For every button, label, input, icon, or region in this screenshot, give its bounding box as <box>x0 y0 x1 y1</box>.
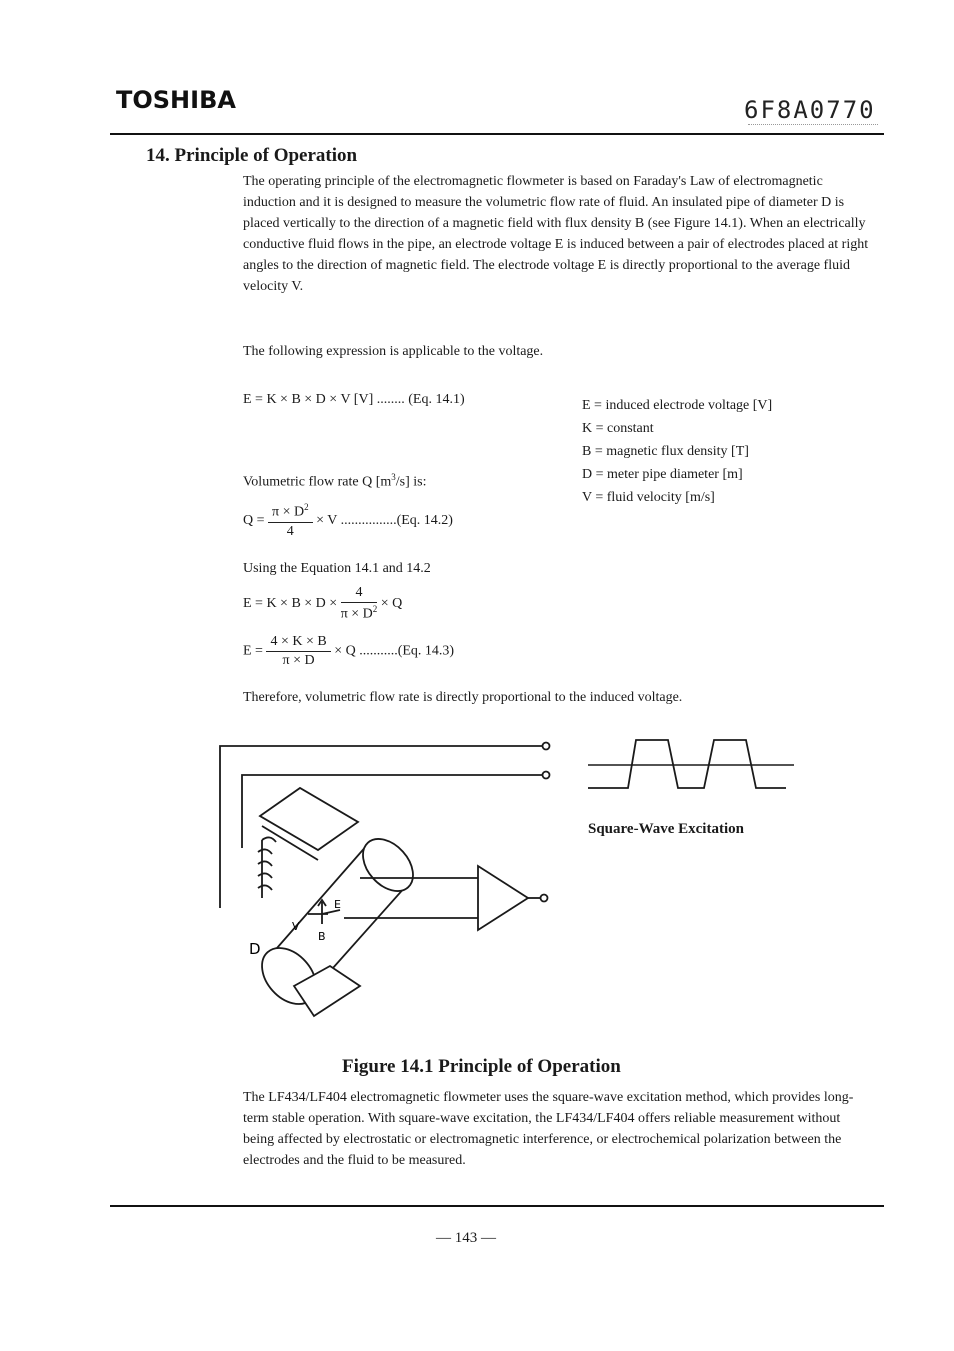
square-wave-label: Square-Wave Excitation <box>588 821 744 837</box>
document-number: 6F8A0770 <box>744 96 876 124</box>
eq2-numerator-sup: 2 <box>304 502 309 512</box>
eq3-numerator: 4 × K × B <box>266 634 330 652</box>
output-terminal <box>541 895 548 902</box>
lead-in-text: The following expression is applicable to the voltage. <box>243 344 544 359</box>
figure-caption: Figure 14.1 Principle of Operation <box>342 1056 621 1077</box>
eq2-rhs: × V ................(Eq. 14.2) <box>316 513 453 529</box>
legend-item-b: B = magnetic flux density [T] <box>582 444 749 459</box>
eq3-fraction <box>266 634 330 669</box>
electrode-label: E <box>334 898 341 911</box>
legend-item-v: V = fluid velocity [m/s] <box>582 490 715 505</box>
page-number: — 143 — <box>436 1230 496 1246</box>
square-wave <box>588 740 786 788</box>
legend-item-k: K = constant <box>582 421 654 436</box>
eq3a-lhs: E = K × B × D × <box>243 596 338 612</box>
velocity-label: V <box>292 920 300 933</box>
terminal-top-1 <box>543 743 550 750</box>
amplifier <box>478 866 528 930</box>
eq3a-fraction <box>341 585 378 623</box>
equation-substitution <box>243 585 402 623</box>
equation-14-2 <box>243 502 453 540</box>
variable-legend <box>582 398 772 513</box>
diameter-label: D <box>249 940 261 958</box>
eq3-rhs: × Q ...........(Eq. 14.3) <box>334 643 455 659</box>
flow-rate-intro-sup: 3 <box>391 472 396 482</box>
eq3-denominator: π × D <box>282 653 315 668</box>
eq2-denominator: 4 <box>286 523 294 539</box>
eq2-numerator <box>268 502 313 523</box>
pipe-outlet <box>353 829 423 900</box>
equation-14-3 <box>243 634 454 669</box>
flowmeter-diagram <box>210 728 570 1028</box>
excitation-coil <box>258 837 276 890</box>
footer-rule <box>110 1205 884 1207</box>
eq3a-denominator <box>341 603 378 623</box>
header-rule <box>110 133 884 135</box>
legend-item-e: E = induced electrode voltage [V] <box>582 398 773 413</box>
flow-rate-intro-pre: Volumetric flow rate Q [m <box>243 474 392 490</box>
legend-item-d: D = meter pipe diameter [m] <box>582 467 743 482</box>
square-wave-graphic <box>586 734 796 794</box>
eq2-numerator-text: π × D <box>272 504 305 520</box>
conclusion-text: Therefore, volumetric flow rate is directly proportional to the induced voltage. <box>243 690 683 705</box>
eq2-lhs: Q = <box>243 513 265 529</box>
eq3a-numerator: 4 <box>341 585 378 603</box>
equation-14-1: E = K × B × D × V [V] ........ (Eq. 14.1) <box>243 392 465 407</box>
eq2-fraction <box>268 502 313 540</box>
closing-paragraph: The LF434/LF404 electromagnetic flowmeter uses the square-wave excitation method, which provides long-term stable operation. With square-wave excitation, the LF434/LF404 offers reliable measurement without being affected by electrostatic or electromagnetic interference, or electrochemical polarization between the electrodes and the fluid to be measured. <box>243 1090 854 1168</box>
intro-paragraph: The operating principle of the electromagnetic flowmeter is based on Faraday's Law of electromagnetic induction and it is designed to measure the volumetric flow rate of fluid. An insulated pipe of diameter D is placed vertically to the direction of a magnetic field with flux density B (see Figure 14.1). When an electrically conductive fluid flows in the pipe, an electrode voltage E is induced between a pair of electrodes placed at right angles to the direction of magnetic field. The electrode voltage E is directly proportional to the average fluid velocity V. <box>243 174 869 294</box>
terminal-top-2 <box>543 772 550 779</box>
eq3a-denominator-sup: 2 <box>372 604 378 614</box>
section-title: 14. Principle of Operation <box>146 145 358 166</box>
field-label: B <box>318 930 326 943</box>
brand-logo: TOSHIBA <box>116 86 236 114</box>
eq3-lhs: E = <box>243 643 263 659</box>
flow-rate-intro <box>243 472 427 491</box>
eq3a-denominator-text: π × D <box>340 606 373 622</box>
flow-rate-intro-post: /s] is: <box>395 474 427 490</box>
document-number-underline <box>748 124 878 126</box>
using-equations-text: Using the Equation 14.1 and 14.2 <box>243 561 431 576</box>
eq3a-rhs: × Q <box>380 596 403 612</box>
